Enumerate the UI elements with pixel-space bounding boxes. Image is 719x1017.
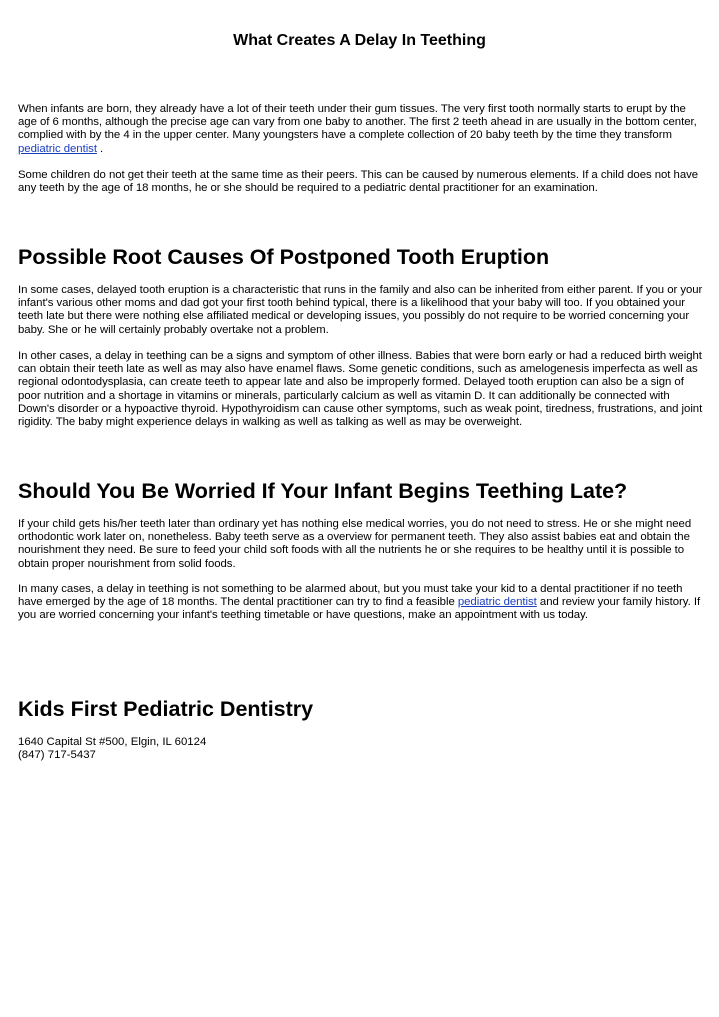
intro-paragraph-2: Some children do not get their teeth at the same time as their peers. This can be caused by numerous elements. If a child does not have any teeth by the age of 18 months, he or she should be required to a pediatric dental practitioner for an examination.: [18, 169, 699, 195]
causes-paragraph-1: In some cases, delayed tooth eruption is a characteristic that runs in the family and also can be inherited from either parent. If you or your infant's various other moms and dad got your first tooth behind typical, there is a likelihood that your baby will too. If you obtained your teeth late but there were nothing else affiliated medical or developing issues, you possibly do not require to be worried concerning your baby. She or he will certainly probably overtake not a problem.: [18, 284, 703, 336]
pediatric-dentist-link-1[interactable]: pediatric dentist: [18, 142, 97, 155]
business-phone: (847) 717-5437: [18, 749, 96, 761]
worried-paragraph-1: If your child gets his/her teeth later than ordinary yet has nothing else medical worries, you do not need to stress. He or she might need orthodontic work later on, nonetheless. Baby teeth serve as a overview for permanent teeth. They also assist babies eat and obtain the nourishment they need. Be sure to feed your child soft foods with all the nutrients he or she requires to be healthy until it is possible to obtain proper nourishment from solid foods.: [18, 518, 692, 570]
intro-paragraph-1: [18, 103, 704, 156]
page-title: What Creates A Delay In Teething: [233, 32, 486, 49]
section-heading-worried: Should You Be Worried If Your Infant Begins Teething Late?: [18, 479, 628, 503]
worried-paragraph-2: [18, 583, 704, 623]
intro-text-end: .: [96, 142, 104, 155]
causes-paragraph-2: In other cases, a delay in teething can be a signs and symptom of other illness. Babies that were born early or had a reduced birth weight can obtain their teeth late as well as may also have enamel flaws. Some genetic conditions, such as amelogenesis imperfecta as well as regional odontodysplasia, can create teeth to appear late and also be improperly formed. Delayed tooth eruption can also be a sign of poor nutrition and a shortage in vitamins or minerals, particularly calcium as well as vitamin D. It can additionally be connected with Down's disorder or a hypoactive thyroid. Hypothyroidism can cause other symptoms, such as weak point, tiredness, frustrations, and joint rigidity. The baby might experience delays in walking as well as talking as well as may be overweight.: [18, 350, 703, 429]
section-heading-causes: Possible Root Causes Of Postponed Tooth Eruption: [18, 245, 550, 269]
business-name-heading: Kids First Pediatric Dentistry: [18, 697, 314, 721]
worried-text-end: and review your family history. If you are worried concerning your infant's teething timetable or have questions, make an appointment with us today.: [18, 596, 701, 622]
worried-text: In many cases, a delay in teething is not something to be alarmed about, but you must take your kid to a dental practitioner if no teeth have emerged by the age of 18 months. The dental practitioner can try to find a feasible: [18, 583, 683, 609]
pediatric-dentist-link-2[interactable]: pediatric dentist: [457, 596, 537, 609]
business-address: 1640 Capital St #500, Elgin, IL 60124: [18, 736, 207, 748]
intro-text: When infants are born, they already have a lot of their teeth under their gum tissues. The very first tooth normally starts to erupt by the age of 6 months, although the precise age can vary from one baby to another. The first 2 teeth ahead in are usually in the bottom center, complied with by the 4 in the upper center. Many youngsters have a complete collection of 20 baby teeth by the time they transform: [18, 103, 697, 142]
